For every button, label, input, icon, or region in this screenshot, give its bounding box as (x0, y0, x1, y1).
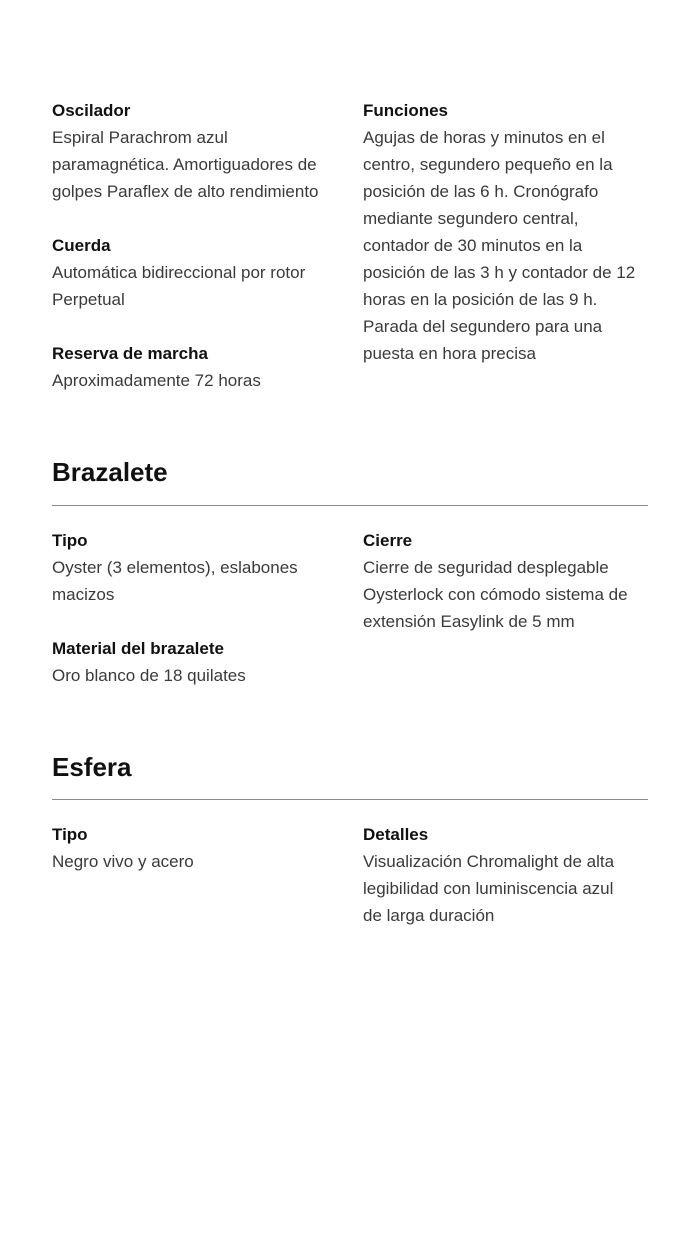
section-divider (52, 799, 648, 800)
dial-left-column (52, 821, 363, 929)
spec-value: Espiral Parachrom azul paramagnética. Amortiguadores de golpes Paraflex de alto rendimiento (52, 128, 319, 201)
spec-power-reserve (52, 340, 363, 394)
spec-label: Reserva de marcha (52, 344, 208, 363)
spec-value: Negro vivo y acero (52, 852, 194, 871)
section-title-dial: Esfera (52, 752, 132, 782)
spec-functions (363, 97, 648, 367)
spec-label: Tipo (52, 531, 88, 550)
spec-value: Oro blanco de 18 quilates (52, 666, 246, 685)
spec-dial-type (52, 821, 363, 875)
section-title-bracelet: Brazalete (52, 457, 168, 487)
spec-value: Oyster (3 elementos), eslabones macizos (52, 558, 298, 604)
spec-label: Cuerda (52, 236, 111, 255)
spec-winding (52, 232, 363, 313)
spec-value: Visualización Chromalight de alta legibilidad con luminiscencia azul de larga duración (363, 852, 615, 925)
spec-value: Aproximadamente 72 horas (52, 371, 261, 390)
spec-value: Automática bidireccional por rotor Perpetual (52, 263, 306, 309)
bracelet-right-column (363, 527, 648, 689)
section-divider (52, 505, 648, 506)
movement-right-column (363, 97, 648, 394)
movement-left-column (52, 97, 363, 394)
spec-value: Agujas de horas y minutos en el centro, segundero pequeño en la posición de las 6 h. Cronógrafo mediante segundero central, contador de 30 minutos en la posición de las 3 h y contador de 12 horas en la posición de las 9 h. Parada del segundero para una puesta en hora precisa (363, 128, 636, 363)
dial-right-column (363, 821, 648, 929)
movement-specs (52, 97, 648, 394)
spec-label: Tipo (52, 825, 88, 844)
bracelet-left-column (52, 527, 363, 689)
spec-label: Material del brazalete (52, 639, 224, 658)
spec-bracelet-material (52, 635, 363, 689)
spec-dial-details (363, 821, 648, 929)
spec-oscillator (52, 97, 363, 205)
dial-specs (52, 821, 648, 929)
spec-label: Cierre (363, 531, 413, 550)
spec-value: Cierre de seguridad desplegable Oysterlock con cómodo sistema de extensión Easylink de 5 mm (363, 558, 628, 631)
spec-label: Oscilador (52, 101, 131, 120)
spec-label: Detalles (363, 825, 429, 844)
bracelet-specs (52, 527, 648, 689)
spec-bracelet-type (52, 527, 363, 608)
spec-label: Funciones (363, 101, 449, 120)
spec-clasp (363, 527, 648, 635)
